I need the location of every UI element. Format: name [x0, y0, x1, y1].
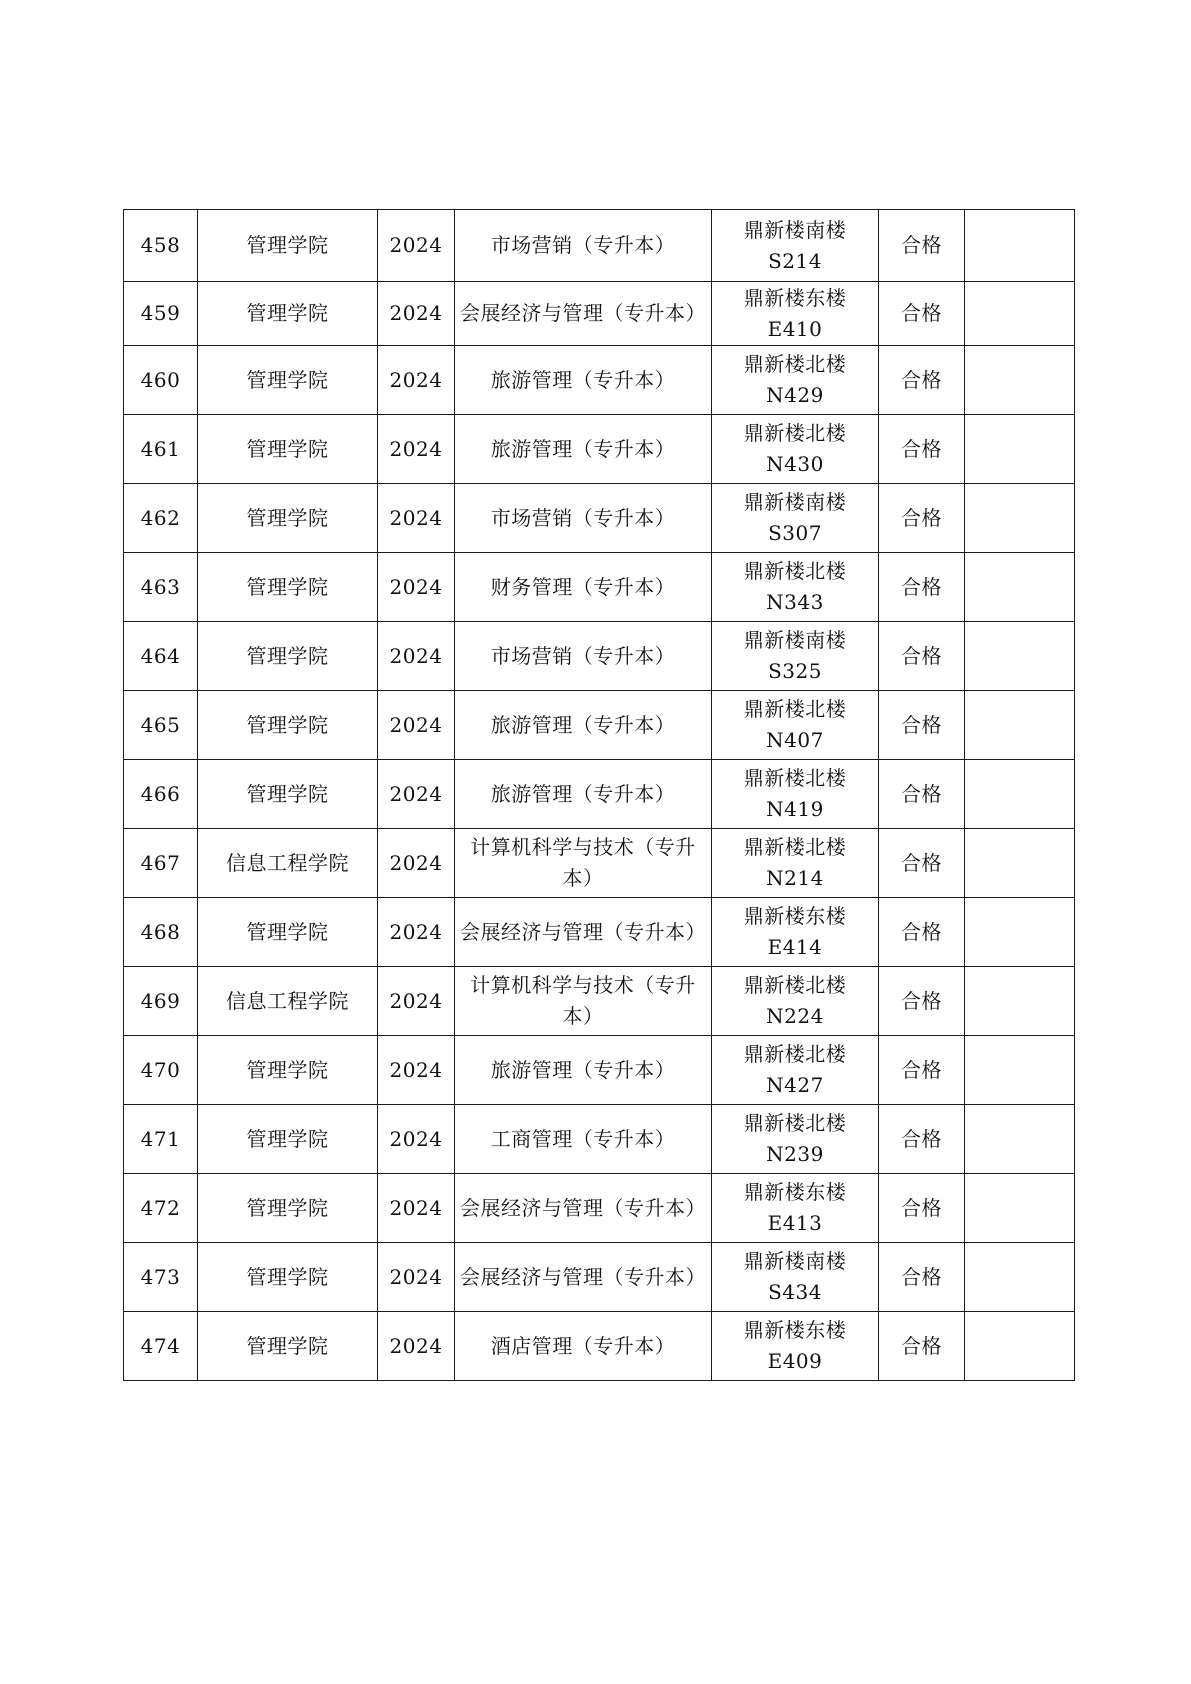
- college-cell: 管理学院: [198, 1036, 378, 1105]
- table-row: [124, 1243, 1075, 1312]
- college-cell: 管理学院: [198, 1312, 378, 1381]
- room-building: 鼎新楼南楼: [743, 490, 847, 514]
- row-number-cell: 473: [124, 1243, 198, 1312]
- room-number: E414: [767, 935, 823, 959]
- room-building: 鼎新楼北楼: [743, 973, 847, 997]
- year-cell: 2024: [378, 346, 455, 415]
- table-body: [124, 210, 1075, 1381]
- major-cell: 会展经济与管理（专升本）: [455, 1243, 712, 1312]
- major-cell: 市场营销（专升本）: [455, 484, 712, 553]
- result-cell: 合格: [879, 1105, 965, 1174]
- room-cell: [712, 1105, 879, 1174]
- college-cell: 管理学院: [198, 691, 378, 760]
- room-building: 鼎新楼南楼: [743, 628, 847, 652]
- row-number-cell: 464: [124, 622, 198, 691]
- room-building: 鼎新楼南楼: [743, 217, 847, 242]
- table-row: [124, 898, 1075, 967]
- college-cell: 管理学院: [198, 210, 378, 282]
- remark-cell: [965, 622, 1075, 691]
- table-row: [124, 691, 1075, 760]
- year-cell: 2024: [378, 967, 455, 1036]
- room-cell: [712, 1243, 879, 1312]
- table-row: [124, 1174, 1075, 1243]
- room-cell: [712, 1312, 879, 1381]
- remark-cell: [965, 1174, 1075, 1243]
- row-number-cell: 461: [124, 415, 198, 484]
- room-building: 鼎新楼北楼: [743, 766, 847, 790]
- major-cell: 市场营销（专升本）: [455, 210, 712, 282]
- result-cell: 合格: [879, 346, 965, 415]
- college-cell: 管理学院: [198, 415, 378, 484]
- room-number: S214: [768, 248, 822, 273]
- row-number-cell: 460: [124, 346, 198, 415]
- remark-cell: [965, 967, 1075, 1036]
- remark-cell: [965, 210, 1075, 282]
- dormitory-inspection-table: [123, 209, 1075, 1381]
- college-cell: 管理学院: [198, 346, 378, 415]
- room-cell: [712, 622, 879, 691]
- year-cell: 2024: [378, 210, 455, 282]
- table-row: [124, 829, 1075, 898]
- table-row: [124, 282, 1075, 346]
- table-row: [124, 1312, 1075, 1381]
- college-cell: 信息工程学院: [198, 829, 378, 898]
- result-cell: 合格: [879, 553, 965, 622]
- college-cell: 管理学院: [198, 484, 378, 553]
- major-cell: 计算机科学与技术（专升本）: [455, 829, 712, 898]
- year-cell: 2024: [378, 1243, 455, 1312]
- major-cell: 旅游管理（专升本）: [455, 415, 712, 484]
- year-cell: 2024: [378, 622, 455, 691]
- major-cell: 酒店管理（专升本）: [455, 1312, 712, 1381]
- room-cell: [712, 553, 879, 622]
- table-row: [124, 1105, 1075, 1174]
- room-number: S434: [768, 1280, 822, 1304]
- college-cell: 管理学院: [198, 282, 378, 346]
- result-cell: 合格: [879, 898, 965, 967]
- major-cell: 会展经济与管理（专升本）: [455, 282, 712, 346]
- room-cell: [712, 760, 879, 829]
- result-cell: 合格: [879, 760, 965, 829]
- row-number-cell: 468: [124, 898, 198, 967]
- remark-cell: [965, 553, 1075, 622]
- remark-cell: [965, 1312, 1075, 1381]
- result-cell: 合格: [879, 691, 965, 760]
- result-cell: 合格: [879, 282, 965, 346]
- major-cell: 工商管理（专升本）: [455, 1105, 712, 1174]
- room-building: 鼎新楼北楼: [743, 352, 847, 376]
- remark-cell: [965, 898, 1075, 967]
- room-number: N407: [766, 728, 824, 752]
- remark-cell: [965, 829, 1075, 898]
- major-cell: 旅游管理（专升本）: [455, 691, 712, 760]
- college-cell: 管理学院: [198, 553, 378, 622]
- college-cell: 管理学院: [198, 622, 378, 691]
- table-row: [124, 415, 1075, 484]
- room-number: E413: [767, 1211, 823, 1235]
- room-number: N419: [766, 797, 824, 821]
- room-cell: [712, 346, 879, 415]
- room-cell: [712, 898, 879, 967]
- major-cell: 计算机科学与技术（专升本）: [455, 967, 712, 1036]
- major-cell: 会展经济与管理（专升本）: [455, 1174, 712, 1243]
- college-cell: 管理学院: [198, 898, 378, 967]
- college-cell: 信息工程学院: [198, 967, 378, 1036]
- remark-cell: [965, 484, 1075, 553]
- room-number: N430: [766, 452, 824, 476]
- year-cell: 2024: [378, 415, 455, 484]
- room-number: N239: [766, 1142, 824, 1166]
- result-cell: 合格: [879, 622, 965, 691]
- room-cell: [712, 210, 879, 282]
- row-number-cell: 463: [124, 553, 198, 622]
- room-building: 鼎新楼北楼: [743, 1042, 847, 1066]
- room-number: N427: [766, 1073, 824, 1097]
- college-cell: 管理学院: [198, 1174, 378, 1243]
- year-cell: 2024: [378, 282, 455, 346]
- room-number: S307: [768, 521, 822, 545]
- college-cell: 管理学院: [198, 760, 378, 829]
- year-cell: 2024: [378, 553, 455, 622]
- year-cell: 2024: [378, 760, 455, 829]
- table-row: [124, 346, 1075, 415]
- row-number-cell: 474: [124, 1312, 198, 1381]
- result-cell: 合格: [879, 1036, 965, 1105]
- room-cell: [712, 282, 879, 346]
- table-row: [124, 760, 1075, 829]
- room-cell: [712, 484, 879, 553]
- major-cell: 会展经济与管理（专升本）: [455, 898, 712, 967]
- result-cell: 合格: [879, 1174, 965, 1243]
- row-number-cell: 458: [124, 210, 198, 282]
- year-cell: 2024: [378, 898, 455, 967]
- row-number-cell: 465: [124, 691, 198, 760]
- room-cell: [712, 691, 879, 760]
- result-cell: 合格: [879, 415, 965, 484]
- remark-cell: [965, 760, 1075, 829]
- room-building: 鼎新楼南楼: [743, 1249, 847, 1273]
- room-building: 鼎新楼北楼: [743, 1111, 847, 1135]
- room-building: 鼎新楼东楼: [743, 904, 847, 928]
- room-building: 鼎新楼东楼: [743, 1318, 847, 1342]
- room-cell: [712, 967, 879, 1036]
- room-number: N429: [766, 383, 824, 407]
- major-cell: 市场营销（专升本）: [455, 622, 712, 691]
- college-cell: 管理学院: [198, 1105, 378, 1174]
- room-number: N343: [766, 590, 824, 614]
- result-cell: 合格: [879, 210, 965, 282]
- room-number: S325: [768, 659, 822, 683]
- result-cell: 合格: [879, 484, 965, 553]
- major-cell: 旅游管理（专升本）: [455, 346, 712, 415]
- room-building: 鼎新楼东楼: [743, 1180, 847, 1204]
- major-cell: 旅游管理（专升本）: [455, 1036, 712, 1105]
- room-building: 鼎新楼北楼: [743, 697, 847, 721]
- table-row: [124, 484, 1075, 553]
- room-number: N224: [766, 1004, 824, 1028]
- major-cell: 财务管理（专升本）: [455, 553, 712, 622]
- row-number-cell: 462: [124, 484, 198, 553]
- remark-cell: [965, 346, 1075, 415]
- remark-cell: [965, 1243, 1075, 1312]
- room-cell: [712, 1036, 879, 1105]
- college-cell: 管理学院: [198, 1243, 378, 1312]
- row-number-cell: 471: [124, 1105, 198, 1174]
- remark-cell: [965, 1105, 1075, 1174]
- room-cell: [712, 1174, 879, 1243]
- room-cell: [712, 415, 879, 484]
- year-cell: 2024: [378, 484, 455, 553]
- remark-cell: [965, 282, 1075, 346]
- room-building: 鼎新楼北楼: [743, 421, 847, 445]
- room-number: E410: [767, 316, 823, 341]
- row-number-cell: 459: [124, 282, 198, 346]
- major-cell: 旅游管理（专升本）: [455, 760, 712, 829]
- room-number: N214: [766, 866, 824, 890]
- table-row: [124, 553, 1075, 622]
- table-row: [124, 1036, 1075, 1105]
- year-cell: 2024: [378, 691, 455, 760]
- result-cell: 合格: [879, 1312, 965, 1381]
- table-row: [124, 622, 1075, 691]
- room-number: E409: [767, 1349, 823, 1373]
- table-row: [124, 967, 1075, 1036]
- year-cell: 2024: [378, 829, 455, 898]
- row-number-cell: 466: [124, 760, 198, 829]
- room-building: 鼎新楼北楼: [743, 559, 847, 583]
- row-number-cell: 470: [124, 1036, 198, 1105]
- remark-cell: [965, 415, 1075, 484]
- result-cell: 合格: [879, 1243, 965, 1312]
- year-cell: 2024: [378, 1174, 455, 1243]
- year-cell: 2024: [378, 1312, 455, 1381]
- year-cell: 2024: [378, 1105, 455, 1174]
- result-cell: 合格: [879, 967, 965, 1036]
- row-number-cell: 467: [124, 829, 198, 898]
- remark-cell: [965, 1036, 1075, 1105]
- remark-cell: [965, 691, 1075, 760]
- row-number-cell: 469: [124, 967, 198, 1036]
- year-cell: 2024: [378, 1036, 455, 1105]
- table-row: [124, 210, 1075, 282]
- room-building: 鼎新楼北楼: [743, 835, 847, 859]
- result-cell: 合格: [879, 829, 965, 898]
- room-cell: [712, 829, 879, 898]
- room-building: 鼎新楼东楼: [743, 285, 847, 310]
- row-number-cell: 472: [124, 1174, 198, 1243]
